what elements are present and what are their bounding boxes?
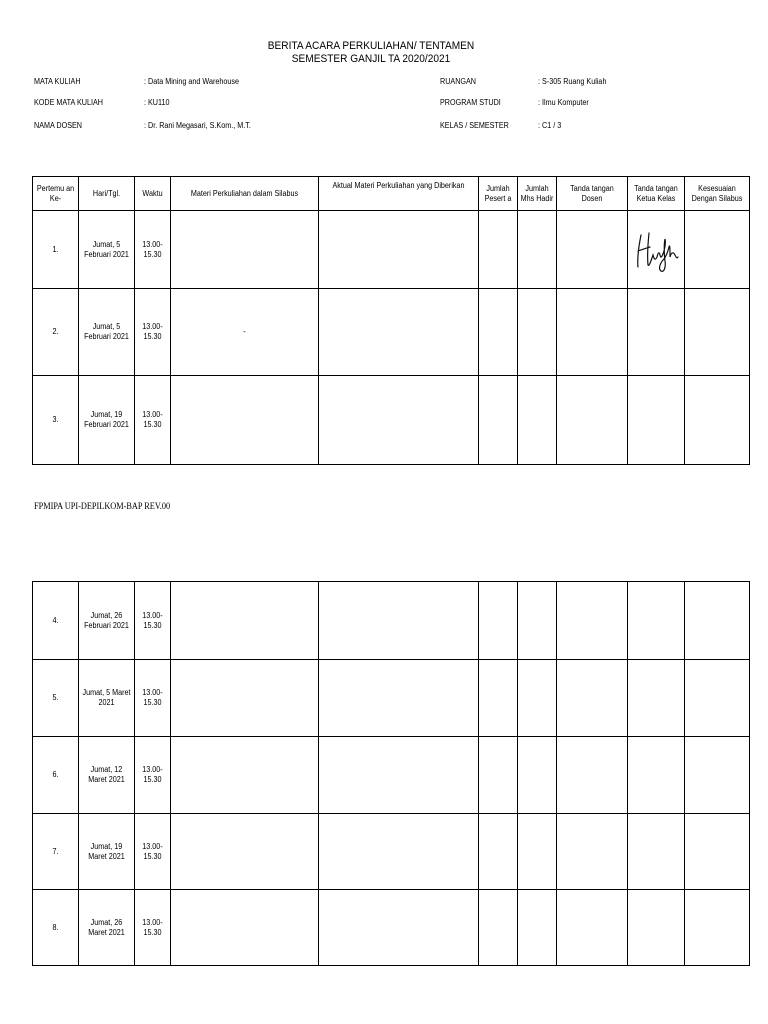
table-row [33,211,750,289]
label-program-studi: PROGRAM STUDI [440,98,501,107]
cell-hadir [518,376,557,465]
cell-peserta [479,814,518,890]
cell-no: 4. [33,582,79,660]
cell-hadir [518,289,557,376]
cell-no: 3. [33,376,79,465]
cell-peserta [479,376,518,465]
cell-peserta [479,660,518,737]
cell-no: 5. [33,660,79,737]
cell-kesesuaian [685,660,750,737]
cell-time: 13.00-15.30 [135,737,171,814]
cell-ttd-ketua [628,289,685,376]
table-row [33,582,750,660]
cell-aktual [319,582,479,660]
value-nama-dosen: : Dr. Rani Megasari, S.Kom., M.T. [144,121,251,130]
cell-aktual [319,737,479,814]
cell-kesesuaian [685,289,750,376]
cell-ttd-ketua [628,660,685,737]
cell-aktual [319,211,479,289]
cell-kesesuaian [685,376,750,465]
cell-hadir [518,737,557,814]
label-nama-dosen: NAMA DOSEN [34,121,83,130]
cell-aktual [319,376,479,465]
cell-time: 13.00-15.30 [135,890,171,966]
cell-aktual [319,890,479,966]
cell-peserta [479,582,518,660]
attendance-table-page1 [32,176,750,465]
cell-date: Jumat, 26 Maret 2021 [79,890,135,966]
col-header-jumlah-peserta: Jumlah Pesert a [479,177,518,211]
cell-ttd-dosen [557,211,628,289]
cell-ttd-dosen [557,376,628,465]
cell-hadir [518,211,557,289]
table-row [33,376,750,465]
label-kelas-semester: KELAS / SEMESTER [440,121,509,130]
cell-materi: - [171,289,319,376]
table-header-row [33,177,750,211]
cell-peserta [479,890,518,966]
cell-hadir [518,582,557,660]
form-code-footer: FPMIPA UPI-DEPILKOM-BAP REV.00 [34,501,171,511]
col-header-pertemuan: Pertemu an Ke- [33,177,79,211]
cell-materi [171,660,319,737]
table-row [33,660,750,737]
cell-date: Jumat, 19 Februari 2021 [79,376,135,465]
cell-date: Jumat, 19 Maret 2021 [79,814,135,890]
col-header-materi-silabus: Materi Perkuliahan dalam Silabus [171,177,319,211]
cell-ttd-dosen [557,289,628,376]
cell-time: 13.00-15.30 [135,814,171,890]
cell-materi [171,376,319,465]
attendance-table-page2 [32,581,750,966]
cell-peserta [479,737,518,814]
col-header-jumlah-hadir: Jumlah Mhs Hadir [518,177,557,211]
cell-aktual [319,814,479,890]
cell-materi [171,814,319,890]
cell-no: 7. [33,814,79,890]
cell-time: 13.00-15.30 [135,582,171,660]
cell-aktual [319,660,479,737]
cell-ttd-ketua [628,211,685,289]
cell-date: Jumat, 12 Maret 2021 [79,737,135,814]
cell-materi [171,737,319,814]
cell-kesesuaian [685,737,750,814]
cell-no: 6. [33,737,79,814]
cell-date: Jumat, 5 Februari 2021 [79,289,135,376]
value-kelas-semester: : C1 / 3 [538,121,562,130]
cell-ttd-ketua [628,582,685,660]
value-mata-kuliah: : Data Mining and Warehouse [144,77,239,86]
document-title-line1: BERITA ACARA PERKULIAHAN/ TENTAMEN [267,40,475,52]
col-header-aktual-materi: Aktual Materi Perkuliahan yang Diberikan [319,177,479,211]
cell-ttd-dosen [557,890,628,966]
value-ruangan: : S-305 Ruang Kuliah [538,77,607,86]
col-header-ttd-ketua: Tanda tangan Ketua Kelas [628,177,685,211]
table-row [33,737,750,814]
cell-ttd-ketua [628,376,685,465]
signature-image [631,221,681,279]
label-ruangan: RUANGAN [440,77,477,86]
cell-kesesuaian [685,582,750,660]
cell-hadir [518,660,557,737]
cell-ttd-dosen [557,582,628,660]
label-kode-mata-kuliah: KODE MATA KULIAH [34,98,103,107]
cell-kesesuaian [685,890,750,966]
cell-hadir [518,814,557,890]
cell-ttd-dosen [557,814,628,890]
cell-kesesuaian [685,211,750,289]
value-program-studi: : Ilmu Komputer [538,98,589,107]
value-kode-mata-kuliah: : KU110 [144,98,170,107]
cell-time: 13.00-15.30 [135,211,171,289]
cell-no: 8. [33,890,79,966]
table-row [33,890,750,966]
cell-no: 1. [33,211,79,289]
col-header-waktu: Waktu [135,177,171,211]
cell-materi [171,890,319,966]
cell-ttd-dosen [557,660,628,737]
cell-ttd-ketua [628,890,685,966]
cell-time: 13.00-15.30 [135,660,171,737]
cell-date: Jumat, 5 Maret 2021 [79,660,135,737]
col-header-ttd-dosen: Tanda tangan Dosen [557,177,628,211]
cell-hadir [518,890,557,966]
cell-date: Jumat, 5 Februari 2021 [79,211,135,289]
cell-time: 13.00-15.30 [135,289,171,376]
col-header-kesesuaian: Kesesuaian Dengan Silabus [685,177,750,211]
label-mata-kuliah: MATA KULIAH [34,77,81,86]
cell-peserta [479,211,518,289]
cell-materi [171,582,319,660]
cell-time: 13.00-15.30 [135,376,171,465]
table-row [33,814,750,890]
cell-ttd-ketua [628,737,685,814]
cell-date: Jumat, 26 Februari 2021 [79,582,135,660]
table-row [33,289,750,376]
cell-peserta [479,289,518,376]
cell-ttd-ketua [628,814,685,890]
document-title-line2: SEMESTER GANJIL TA 2020/2021 [291,53,451,65]
cell-ttd-dosen [557,737,628,814]
cell-kesesuaian [685,814,750,890]
cell-aktual [319,289,479,376]
col-header-hari-tgl: Hari/Tgl. [79,177,135,211]
cell-materi [171,211,319,289]
cell-no: 2. [33,289,79,376]
